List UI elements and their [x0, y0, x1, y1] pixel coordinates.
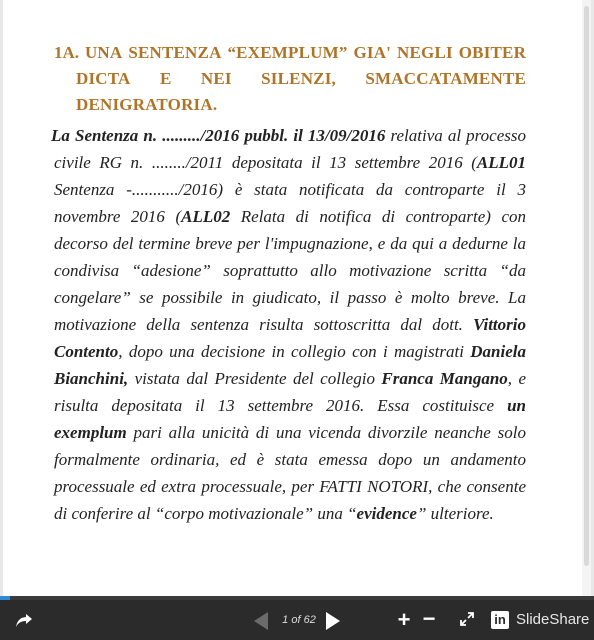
- heading-word: SMACCATAMENTE: [365, 69, 527, 88]
- fullscreen-button[interactable]: [460, 612, 474, 626]
- slide-page: [51, 40, 527, 596]
- heading-word: SILENZI,: [261, 69, 336, 88]
- evidence-term: evidence: [356, 504, 417, 523]
- body-text: relativa al processo civile RG n. ......../2011 depositata il 13 settembre 2016 (: [54, 126, 526, 172]
- fullscreen-icon: [460, 612, 474, 626]
- heading-word: DICTA: [76, 69, 131, 88]
- heading-word: UNA: [84, 43, 123, 62]
- viewer-toolbar: [0, 600, 594, 640]
- body-text: Relata di notifica di controparte) con decorso del termine breve per l'impugnazione, e da qui a dedurne la condivisa “adesione” soprattutto allo motivazione scritta “da congelare” se possibile in giudicato, il passo è molto breve. La motivazione della sentenza risulta sottoscritta dal dott.: [54, 207, 527, 334]
- prev-arrow-icon[interactable]: [254, 612, 268, 630]
- exemplum-term: un exemplum: [54, 396, 526, 442]
- body-text: Sentenza -.........../2016) è stata notificata da controparte il 3 novembre 2016 (: [54, 180, 526, 226]
- share-icon: [14, 610, 34, 630]
- body-paragraph: [51, 122, 527, 527]
- linkedin-icon: in: [491, 611, 509, 629]
- attachment-ref-all01: ALL01: [476, 153, 526, 172]
- scrollbar-thumb[interactable]: [584, 6, 589, 566]
- body-text: , e risulta depositata il 13 settembre 2016. Essa costituisce: [54, 369, 527, 415]
- judge-name: Vittorio Contento: [54, 315, 526, 361]
- zoom-in-button[interactable]: +: [397, 607, 411, 632]
- next-arrow-icon[interactable]: [326, 612, 340, 630]
- attachment-ref-all02: ALL02: [181, 207, 231, 226]
- body-text: , dopo una decisione in collegio con i magistrati: [118, 342, 471, 361]
- heading-word: NEGLI: [397, 43, 453, 62]
- zoom-out-button[interactable]: −: [422, 606, 436, 631]
- heading-word: OBITER: [458, 43, 527, 62]
- heading-word: GIA': [353, 43, 392, 62]
- body-text: ” ulteriore.: [416, 504, 494, 523]
- frame-edge-left: [0, 0, 3, 598]
- magistrate-name: Daniela Bianchini,: [54, 342, 526, 388]
- heading-word: NEI: [200, 69, 232, 88]
- heading-word: E: [159, 69, 172, 88]
- heading-word: SENTENZA: [128, 43, 222, 62]
- body-text: pari alla unicità di una vicenda divorzile neanche solo formalmente ordinaria, ed è stata emessa dopo un andamento processuale ed extra processuale, per FATTI NOTORI, che consente di conferire al “corpo motivazionale” una “: [54, 423, 526, 523]
- body-text: vistata dal Presidente del collegio: [128, 369, 382, 388]
- share-button[interactable]: [14, 610, 34, 630]
- president-name: Franca Mangano: [381, 369, 508, 388]
- slideshare-brand[interactable]: [491, 610, 590, 630]
- heading-word: “EXEMPLUM”: [227, 43, 348, 62]
- page-counter: 1 of 62: [282, 614, 316, 626]
- heading-number: 1A.: [54, 43, 80, 62]
- section-heading: [54, 40, 526, 118]
- sentence-reference: La Sentenza n. ........./2016 pubbl. il 13/09/2016: [51, 126, 386, 145]
- brand-name: SlideShare: [516, 611, 590, 628]
- heading-word: DENIGRATORIA.: [76, 95, 218, 114]
